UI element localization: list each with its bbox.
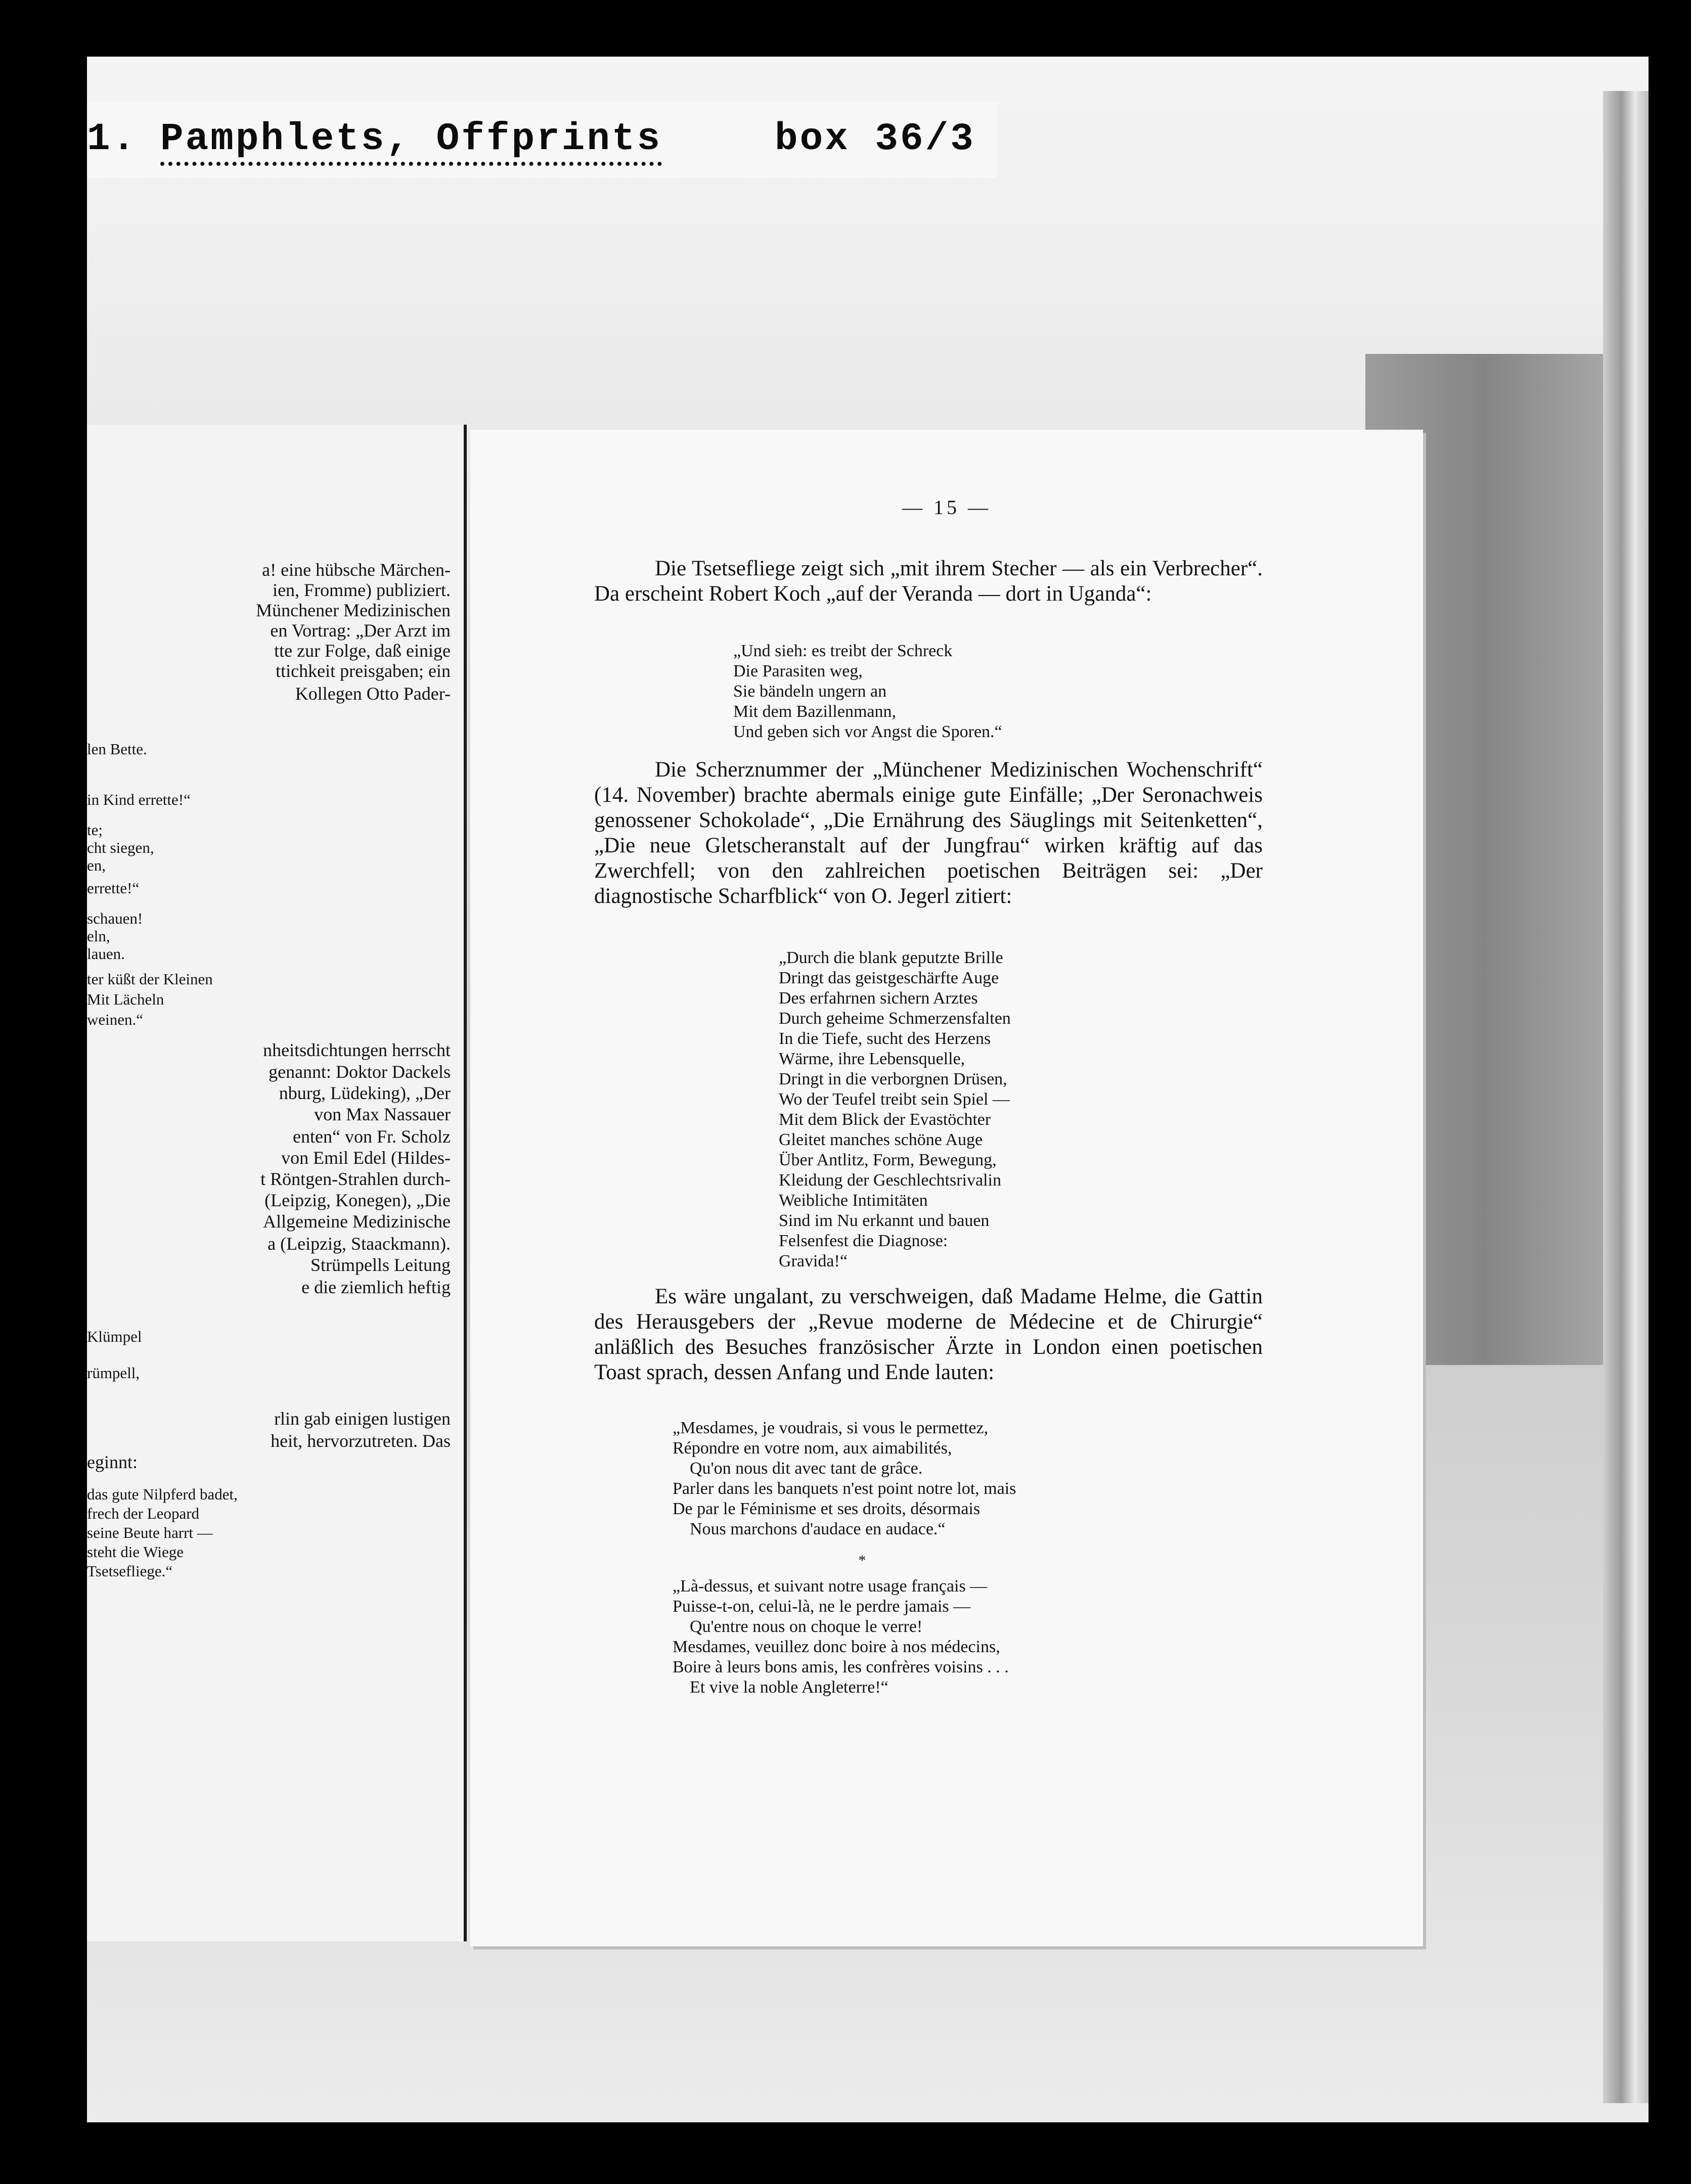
paragraph-1 xyxy=(594,556,1263,607)
verse-line: „Und sieh: es treibt der Schreck xyxy=(733,642,953,660)
label-number: 1. xyxy=(87,117,138,161)
left-page-line: seine Beute harrt — xyxy=(87,1524,213,1541)
verse-line: Wo der Teufel treibt sein Spiel — xyxy=(779,1090,1010,1109)
verse-line: Qu'on nous dit avec tant de grâce. xyxy=(673,1459,923,1478)
verse-line: Dringt in die verborgnen Drüsen, xyxy=(779,1070,1007,1088)
left-page-line: Strümpells Leitung xyxy=(310,1255,451,1275)
paragraph-3 xyxy=(594,1284,1263,1385)
verse-line: Parler dans les banquets n'est point notre lot, mais xyxy=(673,1479,1016,1498)
left-page-line: cht siegen, xyxy=(87,839,154,856)
left-page-line: en, xyxy=(87,856,106,874)
verse-1 xyxy=(733,641,1002,742)
left-page-line: nheitsdichtungen herrscht xyxy=(263,1040,451,1060)
verse-2 xyxy=(779,948,1011,1271)
verse-line: Wärme, ihre Lebensquelle, xyxy=(779,1050,965,1068)
left-page-line: eginnt: xyxy=(87,1452,138,1472)
verse-separator: * xyxy=(858,1552,866,1569)
label-title: Pamphlets, Offprints xyxy=(160,117,662,166)
left-page-line: Mit Lächeln xyxy=(87,990,164,1008)
verse-line: Qu'entre nous on choque le verre! xyxy=(673,1617,923,1636)
verse-line: Sie bändeln ungern an xyxy=(733,682,887,701)
left-page-line: te; xyxy=(87,821,103,839)
verse-line: Kleidung der Geschlechtsrivalin xyxy=(779,1171,1001,1190)
paragraph-3-text: Es wäre ungalant, zu verschweigen, daß Madame Helme, die Gattin des Herausgebers der „Revue moderne de Médecine et de Chirurgie“ anläßlich des Besuches französischer Ärzte in London einen poetischen Toast sprach, dessen Anfang und Ende lauten: xyxy=(594,1285,1263,1384)
right-page xyxy=(470,430,1423,1946)
verse-line: Puisse-t-on, celui-là, ne le perdre jamais — xyxy=(673,1597,971,1616)
verse-line: Dringt das geistgeschärfte Auge xyxy=(779,969,999,987)
verse-line: Mesdames, veuillez donc boire à nos médecins, xyxy=(673,1637,1000,1656)
verse-line: Gravida!“ xyxy=(779,1252,848,1270)
verse-line: Die Parasiten weg, xyxy=(733,662,863,680)
verse-line: Gleitet manches schöne Auge xyxy=(779,1130,983,1149)
paragraph-1-text: Die Tsetsefliege zeigt sich „mit ihrem Stecher — als ein Verbrecher“. Da erscheint Robert Koch „auf der Veranda — dort in Uganda“: xyxy=(594,557,1263,606)
left-page-line: ttichkeit preisgaben; ein xyxy=(276,661,451,681)
left-page-line: von Emil Edel (Hildes- xyxy=(281,1148,451,1168)
verse-line: „Mesdames, je voudrais, si vous le permettez, xyxy=(673,1419,989,1437)
left-page-line: steht die Wiege xyxy=(87,1543,184,1561)
left-page-line: in Kind errette!“ xyxy=(87,791,191,808)
label-box: box 36/3 xyxy=(775,117,975,161)
left-page-line: errette!“ xyxy=(87,879,140,897)
left-page-line: lauen. xyxy=(87,945,125,963)
verse-line: „Durch die blank geputzte Brille xyxy=(779,948,1003,967)
left-page-line: weinen.“ xyxy=(87,1011,144,1028)
verse-line: Sind im Nu erkannt und bauen xyxy=(779,1211,990,1230)
left-page-line: genannt: Doktor Dackels xyxy=(269,1062,451,1082)
verse-line: Und geben sich vor Angst die Sporen.“ xyxy=(733,722,1002,741)
verse-line: Des erfahrnen sichern Arztes xyxy=(779,989,978,1008)
left-page-line: a! eine hübsche Märchen- xyxy=(262,560,451,580)
verse-line: Et vive la noble Angleterre!“ xyxy=(673,1678,888,1697)
verse-line: Über Antlitz, Form, Bewegung, xyxy=(779,1151,997,1169)
left-page-line: a (Leipzig, Staackmann). xyxy=(268,1234,451,1254)
left-page xyxy=(87,425,467,1941)
left-page-line: von Max Nassauer xyxy=(314,1104,451,1124)
left-page-line: Klümpel xyxy=(87,1328,142,1345)
verse-line: Nous marchons d'audace en audace.“ xyxy=(673,1520,946,1538)
verse-line: De par le Féminisme et ses droits, désormais xyxy=(673,1499,981,1518)
verse-line: Mit dem Bazillenmann, xyxy=(733,702,896,721)
left-page-line: Münchener Medizinischen xyxy=(256,600,451,620)
left-page-line: enten“ von Fr. Scholz xyxy=(293,1126,451,1147)
left-page-line: heit, hervorzutreten. Das xyxy=(271,1431,451,1451)
folder-edge xyxy=(1603,91,1649,2103)
left-page-line: rümpell, xyxy=(87,1364,140,1382)
left-page-line: rlin gab einigen lustigen xyxy=(274,1408,451,1429)
left-page-line: das gute Nilpferd badet, xyxy=(87,1485,238,1503)
left-page-line: frech der Leopard xyxy=(87,1505,200,1522)
left-page-line: Allgemeine Medizinische xyxy=(263,1211,451,1232)
verse-line: In die Tiefe, sucht des Herzens xyxy=(779,1029,991,1048)
left-page-line: len Bette. xyxy=(87,740,147,758)
archive-label xyxy=(87,102,997,178)
verse-line: Weibliche Intimitäten xyxy=(779,1191,928,1210)
left-page-line: ien, Fromme) publiziert. xyxy=(273,580,451,600)
verse-4 xyxy=(673,1576,1009,1698)
verse-line: Mit dem Blick der Evastöchter xyxy=(779,1110,991,1129)
left-page-line: ter küßt der Kleinen xyxy=(87,970,213,988)
left-page-line: t Röntgen-Strahlen durch- xyxy=(260,1169,451,1189)
verse-line: Felsenfest die Diagnose: xyxy=(779,1232,948,1250)
paragraph-2 xyxy=(594,757,1263,909)
left-page-line: tte zur Folge, daß einige xyxy=(274,641,451,661)
paragraph-2-text: Die Scherznummer der „Münchener Medizinischen Wochenschrift“ (14. November) brachte abermals einige gute Einfälle; „Der Seronachweis genossener Schokolade“, „Die Ernährung des Säuglings mit Seitenketten“, „Die neue Gletscheranstalt auf der Jungfrau“ wirken kräftig auf das Zwerchfell; von den zahlreichen poetischen Beiträgen sei: „Der diagnostische Scharfblick“ von O. Jegerl zitiert: xyxy=(594,758,1263,908)
verse-line: Durch geheime Schmerzensfalten xyxy=(779,1009,1011,1028)
page-number: — 15 — xyxy=(902,496,991,519)
left-page-line: (Leipzig, Konegen), „Die xyxy=(264,1190,451,1210)
verse-line: Répondre en votre nom, aux aimabilités, xyxy=(673,1439,952,1458)
left-page-line: e die ziemlich heftig xyxy=(301,1277,451,1297)
verse-3 xyxy=(673,1418,1016,1539)
left-page-line: nburg, Lüdeking), „Der xyxy=(279,1083,451,1103)
left-page-line: Kollegen Otto Pader- xyxy=(295,684,451,704)
left-page-line: en Vortrag: „Der Arzt im xyxy=(270,620,451,641)
left-page-line: eln, xyxy=(87,927,110,945)
left-page-line: schauen! xyxy=(87,909,143,927)
verse-line: „Là-dessus, et suivant notre usage français — xyxy=(673,1577,988,1596)
verse-line: Boire à leurs bons amis, les confrères voisins . . . xyxy=(673,1658,1009,1676)
left-page-line: Tsetsefliege.“ xyxy=(87,1562,173,1580)
